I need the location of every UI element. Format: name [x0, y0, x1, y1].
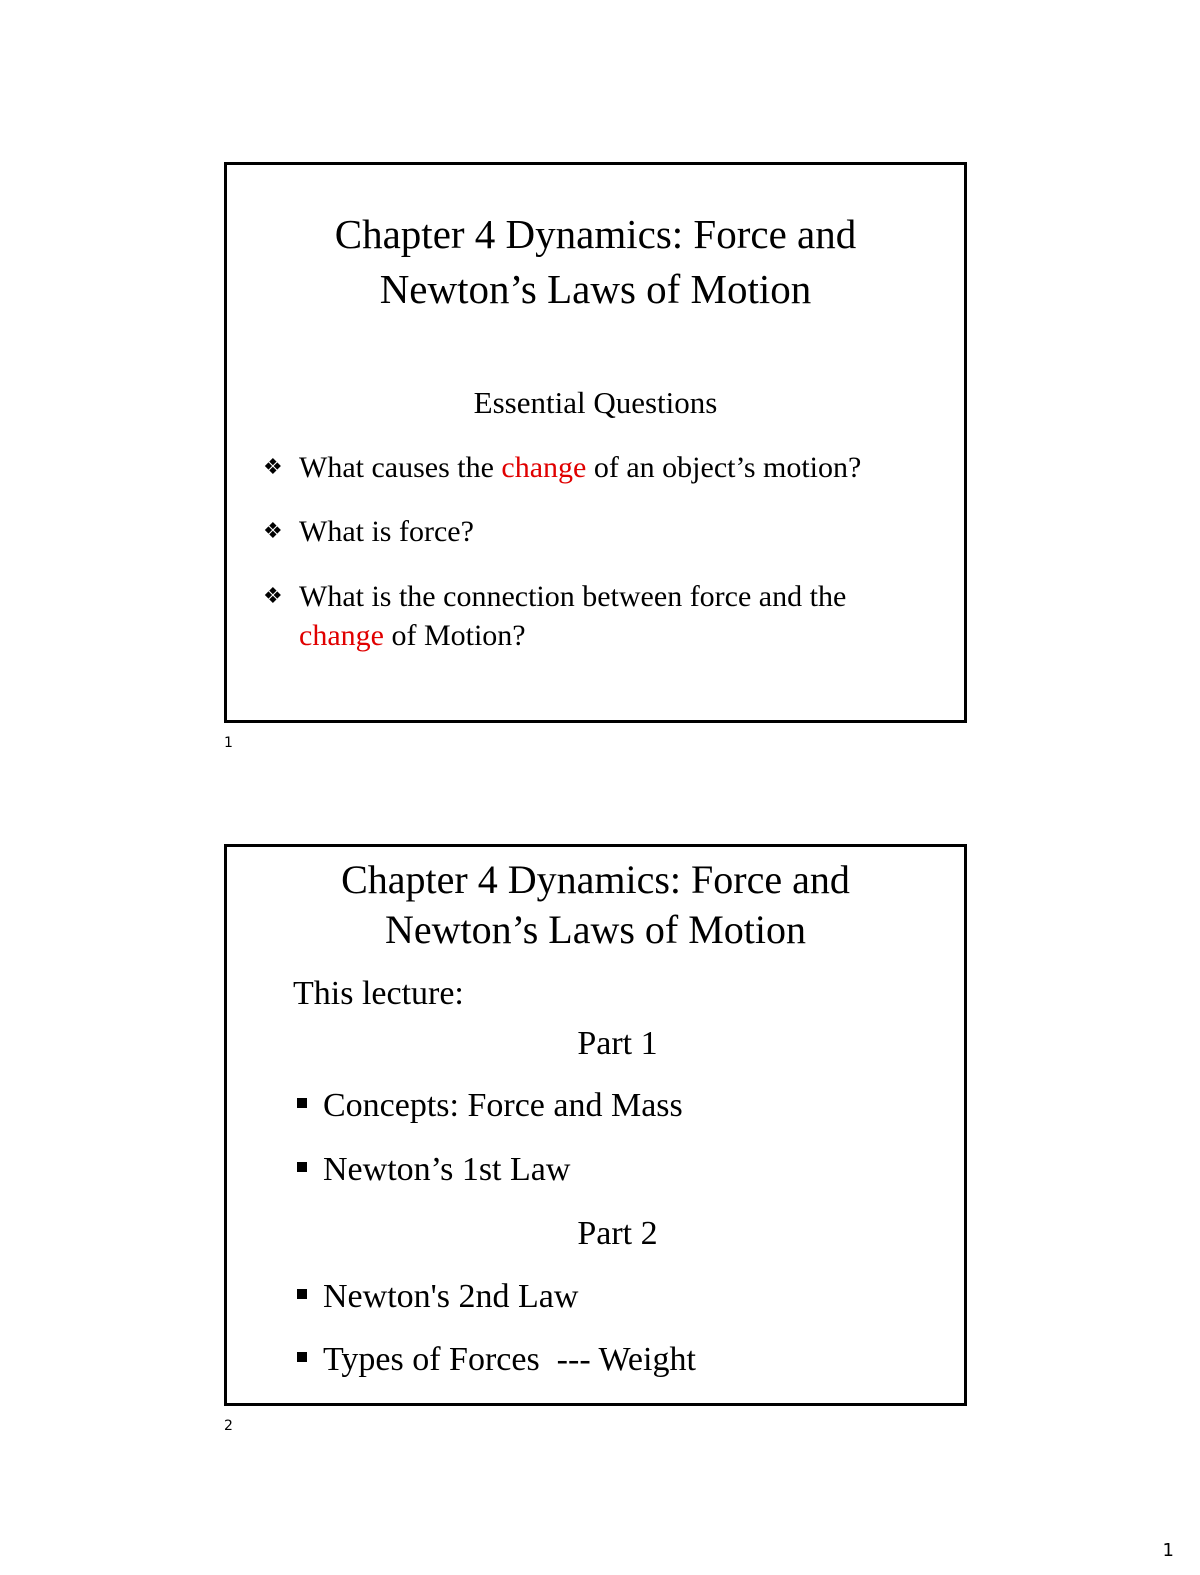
slide-1-number: 1 — [224, 735, 233, 751]
slide-2-title — [227, 855, 964, 956]
question-3-continuation — [263, 616, 944, 655]
question-2 — [263, 512, 944, 551]
slide-1 — [224, 162, 967, 723]
question-1-text-before: What causes the — [299, 451, 502, 484]
question-1-text-after: of an object’s motion? — [586, 451, 862, 484]
slide-2-number: 2 — [224, 1418, 233, 1434]
question-1 — [263, 448, 944, 487]
square-bullet-icon — [297, 1098, 307, 1108]
question-3-text-after: of Motion? — [383, 619, 526, 652]
slide-2-title-line-1: Chapter 4 Dynamics: Force and — [341, 857, 850, 902]
diamond-bullet-icon: ❖ — [263, 519, 283, 544]
slide-1-title — [227, 207, 964, 317]
part-1-heading: Part 1 — [577, 1025, 658, 1062]
question-1-highlight: change — [501, 451, 587, 484]
square-bullet-icon — [297, 1352, 307, 1362]
lecture-intro: This lecture: — [293, 975, 464, 1012]
square-bullet-icon — [297, 1162, 307, 1172]
list-item-text: Concepts: Force and Mass — [323, 1087, 683, 1124]
list-item — [297, 1151, 570, 1189]
list-item-text: Newton's 2nd Law — [323, 1278, 579, 1315]
list-item — [297, 1341, 696, 1379]
page-number: 1 — [1162, 1540, 1174, 1561]
list-item-text: Types of Forces --- Weight — [323, 1341, 696, 1378]
slide-2-title-line-2: Newton’s Laws of Motion — [384, 907, 807, 953]
diamond-bullet-icon: ❖ — [263, 584, 283, 609]
part-2-heading: Part 2 — [577, 1215, 658, 1252]
question-3-text-before: What is the connection between force and the — [299, 580, 847, 613]
square-bullet-icon — [297, 1289, 307, 1299]
question-3-highlight: change — [299, 619, 384, 652]
slide-2 — [224, 844, 967, 1406]
list-item — [297, 1087, 683, 1125]
list-item — [297, 1278, 578, 1316]
question-2-text: What is force? — [299, 515, 474, 548]
slide-1-title-line-2: Newton’s Laws of Motion — [379, 265, 812, 312]
question-3 — [263, 577, 944, 655]
slide-1-subtitle: Essential Questions — [473, 385, 718, 420]
slide-1-title-line-1: Chapter 4 Dynamics: Force and — [334, 211, 857, 257]
diamond-bullet-icon: ❖ — [263, 455, 283, 480]
list-item-text: Newton’s 1st Law — [323, 1151, 571, 1188]
